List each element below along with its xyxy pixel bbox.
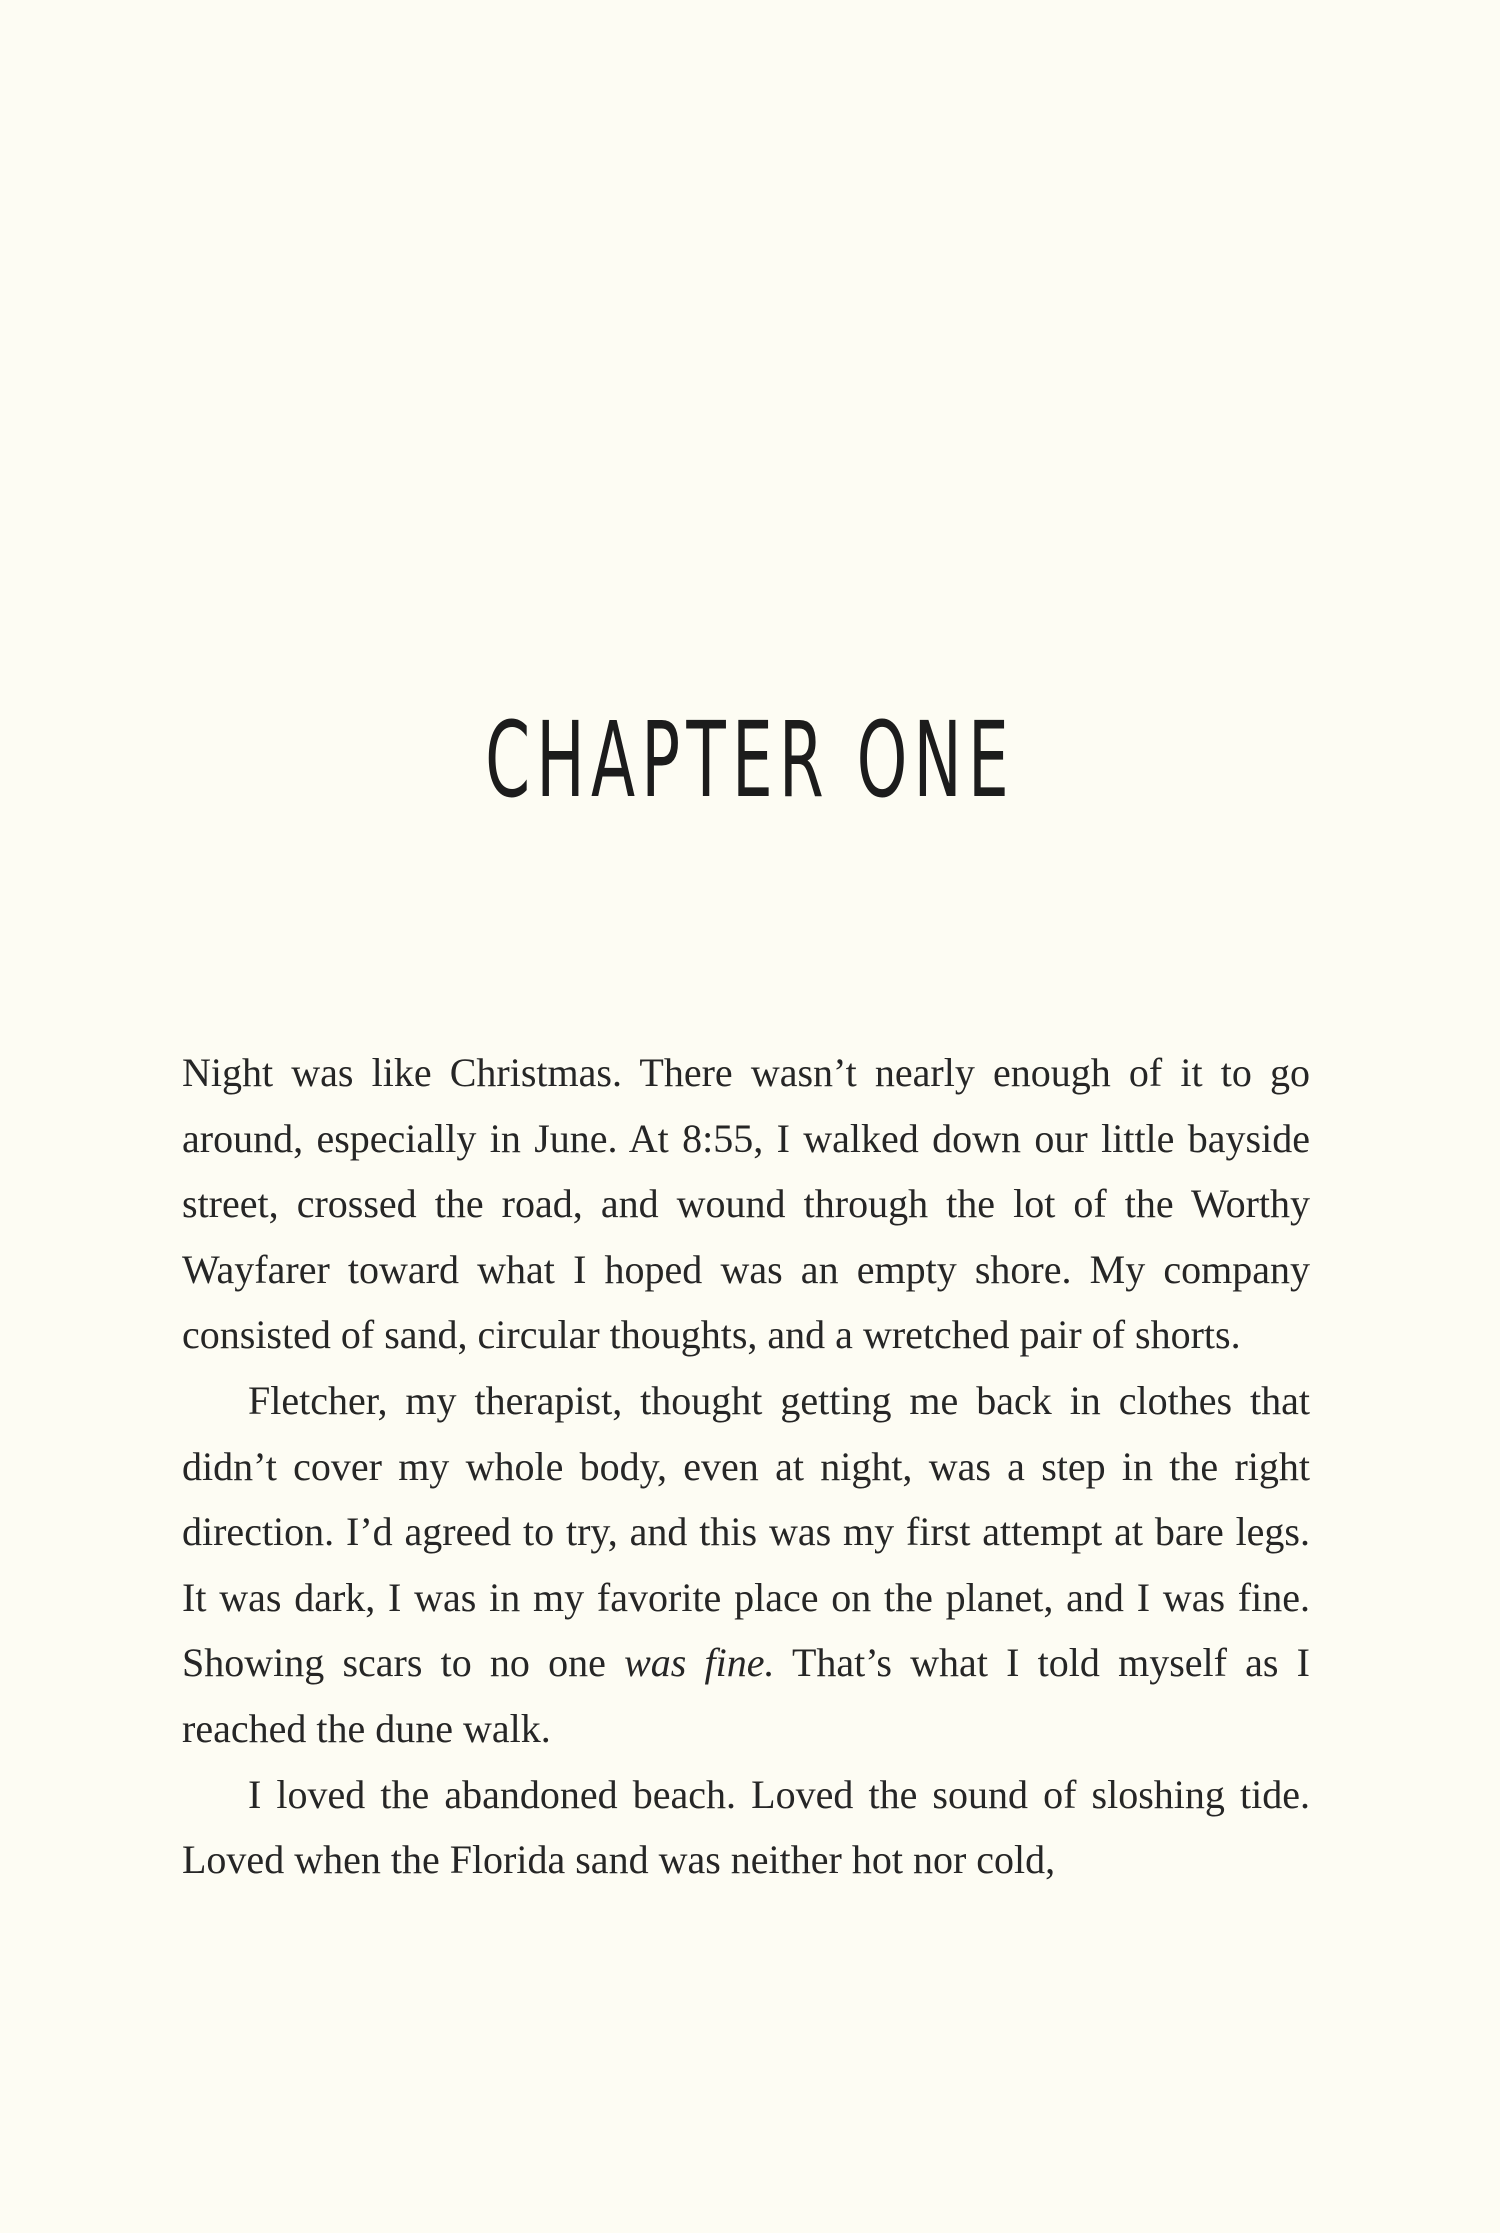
- paragraph-2-text-after: That’s what I told myself as I reached the dune walk.: [182, 1640, 1310, 1751]
- paragraph-1: Night was like Christmas. There wasn’t nearly enough of it to go around, especially in June. At 8:55, I walked down our little bayside street, crossed the road, and wound through the lot of the Worthy Wayfarer toward what I hoped was an empty shore. My company consisted of sand, circular thoughts, and a wretched pair of shorts.: [182, 1050, 1310, 1358]
- paragraph-2-emphasis: was fine.: [624, 1640, 775, 1686]
- paragraph-2: [182, 1368, 1310, 1762]
- chapter-body: [182, 1040, 1310, 1893]
- paragraph-2-text-before: Fletcher, my therapist, thought getting me back in clothes that didn’t cover my whole body, even at night, was a step in the right direction. I’d agreed to try, and this was my first attempt at bare legs. It was dark, I was in my favorite place on the planet, and I was fine. Showing scars to no one: [182, 1377, 1310, 1686]
- paragraph-3: I loved the abandoned beach. Loved the sound of sloshing tide. Loved when the Florida sand was neither hot nor cold,: [182, 1771, 1310, 1883]
- chapter-title: CHAPTER ONE: [485, 699, 1015, 821]
